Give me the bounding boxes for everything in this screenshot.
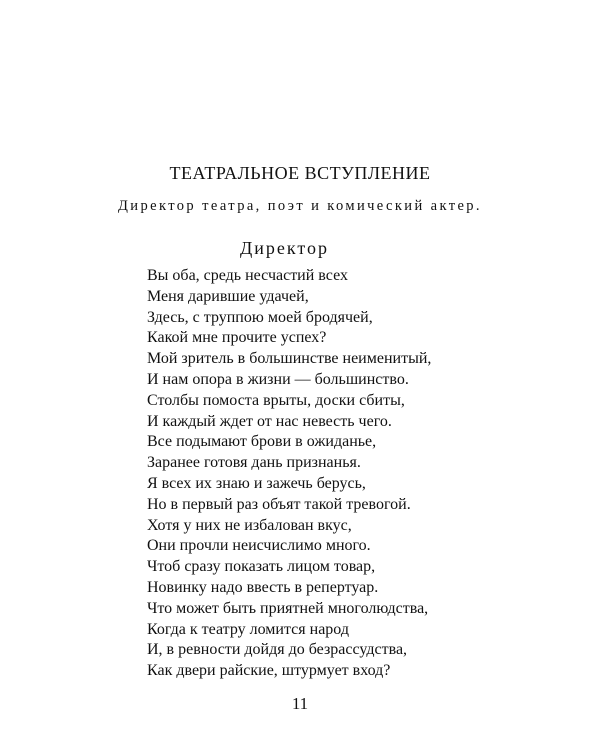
verse-line: И, в ревности дойдя до безрассудства, — [147, 641, 408, 659]
verse-line: Здесь, с труппою моей бродячей, — [147, 308, 373, 326]
verse-line: И каждый ждет от нас невесть чего. — [147, 412, 392, 430]
verse-line: Хотя у них не избалован вкус, — [147, 516, 352, 534]
section-title: ТЕАТРАЛЬНОЕ ВСТУПЛЕНИЕ — [169, 163, 431, 183]
speaker-name: Директор — [240, 238, 330, 258]
verse-line: Заранее готовя дань признанья. — [147, 454, 361, 472]
verse-line: Как двери райские, штурмует вход? — [147, 662, 391, 680]
verse-line: Но в первый раз объят такой тревогой. — [147, 495, 411, 513]
verse-line: Что может быть приятней многолюдства, — [147, 599, 429, 617]
verse-line: Какой мне прочите успех? — [147, 329, 327, 347]
verse-line: Все подымают брови в ожиданье, — [147, 433, 377, 451]
verse-line: И нам опора в жизни — большинство. — [147, 370, 409, 388]
verse-line: Чтоб сразу показать лицом товар, — [147, 558, 376, 576]
verse-line: Вы оба, средь несчастий всех — [147, 267, 348, 284]
verse-line: Когда к театру ломится народ — [147, 620, 349, 638]
verse-line: Я всех их знаю и зажечь берусь, — [147, 474, 366, 492]
verse-line: Мой зритель в большинстве неименитый, — [147, 350, 432, 368]
verse-line: Меня дарившие удачей, — [147, 287, 309, 305]
verse-line: Они прочли неисчислимо много. — [147, 537, 371, 555]
verse-line: Новинку надо ввесть в репертуар. — [147, 578, 379, 596]
cast-list: Директор театра, поэт и комический актер. — [118, 198, 482, 214]
verse-line: Столбы помоста врыты, доски сбиты, — [147, 391, 405, 409]
verse-block — [147, 266, 431, 682]
page-number: 11 — [291, 694, 309, 713]
